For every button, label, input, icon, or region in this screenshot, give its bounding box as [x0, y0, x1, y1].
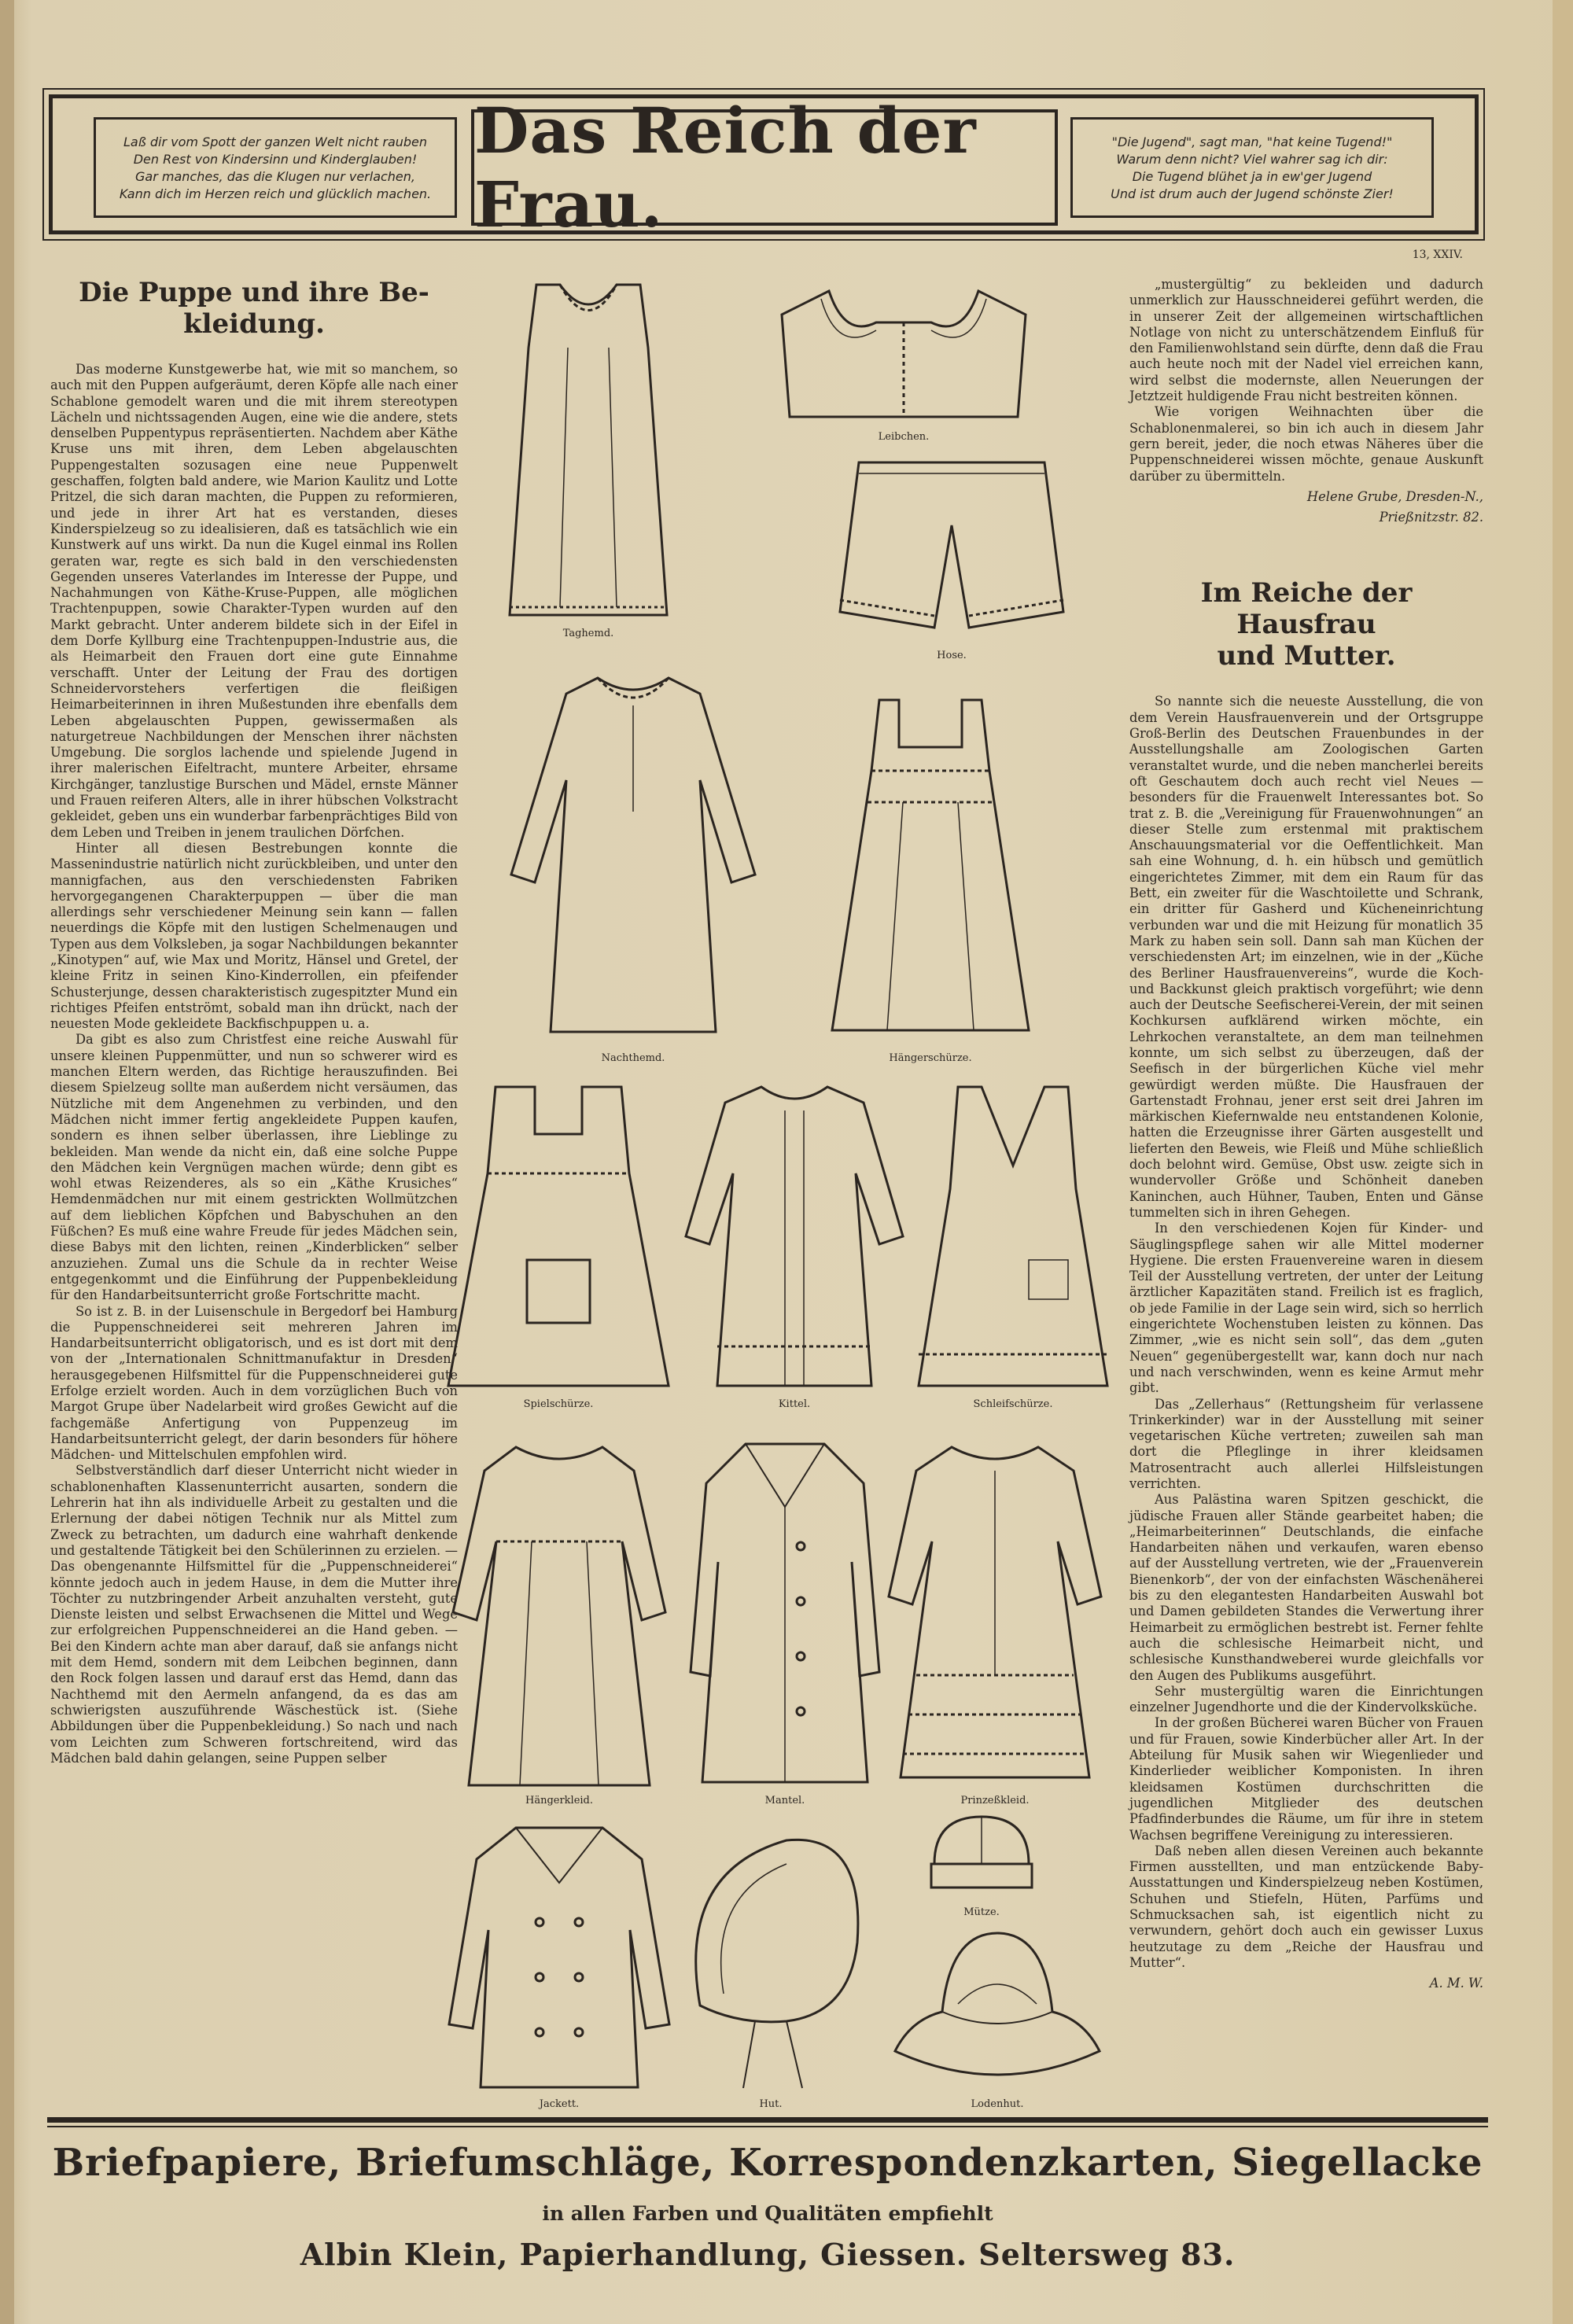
article-doll-clothing: [50, 277, 458, 1766]
caption: Hose.: [937, 650, 967, 661]
caption: Hut.: [759, 2098, 783, 2110]
caption: Hängerkleid.: [525, 1795, 594, 1807]
motto-line: Kann dich im Herzen reich und glücklich machen.: [119, 186, 432, 201]
masthead: [49, 94, 1479, 241]
caption: Spielschürze.: [523, 1398, 594, 1410]
headline-line: Im Reiche der Hausfrau: [1200, 577, 1413, 641]
author-signature: Helene Grube, Dresden-N.,: [1306, 488, 1483, 504]
page-right-edge: [1553, 0, 1573, 2324]
illustration-princess-dress: [881, 1439, 1109, 1785]
article-paragraph: In den verschiedenen Kojen für Kinder- und Säuglingspflege sahen wir alle Mittel moderner Hygiene. Die ersten Frauenvereine waren in diesem Teil der Ausstellung vertreten, der unter der Leitung ärztlicher Kapazitäten stand. Freilich ist es fraglich, ob jede Familie in der Lage sein wird, sich so herrlich eingerichtete Wochenstuben leisten zu können. Das Zimmer, „wie es nicht sein soll“, das dem „guten Neuen“ gegenübergestellt war, kann doch nur nach und nach verschwinden, wenn es keine Armut mehr gibt.: [1129, 1221, 1483, 1396]
illustration-jacket: [445, 1820, 673, 2095]
ad-address: Albin Klein, Papierhandlung, Giessen. Seltersweg 83.: [300, 2237, 1236, 2272]
motto-line: "Die Jugend", sagt man, "hat keine Tugend!": [1111, 134, 1393, 149]
ad-headline: Briefpapiere, Briefumschläge, Korrespondenzkarten, Siegellacke: [52, 2141, 1483, 2185]
motto-line: Warum denn nicht? Viel wahrer sag ich dir:: [1116, 152, 1388, 167]
illustration-nightshirt: [503, 670, 763, 1040]
article-paragraph: Aus Palästina waren Spitzen geschickt, die jüdische Frauen aller Stände gearbeitet haben; die „Heimarbeiterinnen“ Deutschlands, die einfache Handarbeiten nähen und verkaufen, waren ebenso auf der Ausstellung vertreten, wie der „Frauenverein Bienenkorb“, der von der einfachsten Wäschenäherei bis zu den elegantesten Handarbeiten Auswahl bot und Damen gebildeten Standes die Verwertung ihrer Heimarbeit zu ermöglichen bestrebt ist. Ferner fehlte auch die schlesische Heimarbeit nicht, und schlesische Kunsthandweberei wurde gleichfalls vor den Augen des Publikums ausgeführt.: [1129, 1492, 1483, 1683]
ad-rule-top-thin: [47, 2126, 1488, 2127]
article-paragraph: Das moderne Kunstgewerbe hat, wie mit so manchem, so auch mit den Puppen aufgeräumt, deren Köpfe alle nach einer Schablone gemodelt waren und die mit ihrem stereotypen Lächeln und nichtssagenden Augen, eine wie die andere, stets denselben Puppentypus repräsentierten. Nachdem aber Käthe Kruse uns mit ihren, dem Leben abgelauschten Puppengestalten sozusagen eine neue Puppenwelt geschaffen, folgten bald andere, wie Marion Kaulitz und Lotte Pritzel, die sich daran machten, die Puppen zu reformieren, und jede in ihrer Art hat es verstanden, dieses Kinderspielzeug so zu idealisieren, daß es tatsächlich wie ein Kunstwerk auf uns wirkt. Da nun die Kugel einmal ins Rollen geraten war, regte es sich bald in den verschiedensten Gegenden unseres Vaterlandes im Interesse der Puppe, und Nachahmungen von Käthe-Kruse-Puppen, alle möglichen Trachtenpuppen, sowie Charakter-Typen wurden auf den Markt gebracht. Unter anderem bildete sich in der Eifel in dem Dorfe Kyllburg eine Trachtenpuppen-Industrie aus, die als Heimarbeit den Frauen dort eine gute Einnahme verschafft. Unter der Leitung der Frau des dortigen Schneidervorstehers verfertigen die fleißigen Heimarbeiterinnen in ihren Mußestunden ihre ebenfalls dem Leben abgelauschten Puppen, gewissermaßen als naturgetreue Nachbildungen der Menschen ihrer nächsten Umgebung. Die sorglos lachende und spielende Jugend in ihrer malerischen Eifeltracht, muntere Arbeiter, ehrsame Kirchgänger, tanzlustige Burschen und Mädel, ernste Männer und Frauen reiferen Alters, alle in ihrer hübschen Volkstracht gekleidet, geben uns ein wunderbar farbenprächtiges Bild von dem Leben und Treiben in jenem traulichen Dörfchen.: [50, 362, 458, 840]
caption: Mütze.: [963, 1906, 1000, 1918]
illustration-pants: [835, 455, 1068, 643]
illustration-loden-hat: [887, 1917, 1107, 2094]
right-column: [1129, 277, 1483, 1992]
headline-line: Die Puppe und ihre Be-: [79, 277, 429, 308]
article-paragraph: Wie vorigen Weihnachten über die Schablonenmalerei, so bin ich auch in diesem Jahr gern bereit, jeder, die noch etwas Näheres über die Puppenschneiderei wissen möchte, genaue Auskunft darüber zu übermitteln.: [1129, 404, 1483, 484]
article-paragraph: In der großen Bücherei waren Bücher von Frauen und für Frauen, sowie Kinderbücher aller Art. In der Abteilung für Musik sahen wir Wiegenlieder und Kinderlieder weiblicher Komponisten. In ihren kleidsamen Kostümen durchschritten die jugendlichen Mitglieder des deutschen Pfadfinderbundes die Räume, um für ihre in stetem Wachsen begriffene Vereinigung zu interessieren.: [1129, 1715, 1483, 1843]
article-paragraph: Das „Zellerhaus“ (Rettungsheim für verlassene Trinkerkinder) war in der Ausstellung mit seiner vegetarischen Küche vertreten; zuweilen sah man dort die Pfleglinge in ihrer kleidsamen Matrosentracht auch allerlei Hilfsleistungen verrichten.: [1129, 1396, 1483, 1491]
article-paragraph: Selbstverständlich darf dieser Unterricht nicht wieder in schablonenhaften Klassenunterricht ausarten, sondern die Lehrerin hat ihn als individuelle Arbeit zu gestalten und die Erlernung der dabei nötigen Technik nur als Mittel zum Zweck zu betrachten, um dadurch eine wahrhaft denkende und gestaltende Tätigkeit bei den Schülerinnen zu erzielen. — Das obengenannte Hilfsmittel für die „Puppenschneiderei“ könnte jedoch auch in jedem Hause, in dem die Mutter ihre Töchter zu nutzbringender Arbeit anzuhalten versteht, gute Dienste leisten und selbst Erwachsenen die Mittel und Wege zur erfolgreichen Puppenschneiderei an die Hand geben. — Bei den Kindern achte man aber darauf, daß sie anfangs nicht mit dem Hemd, sondern mit dem Leibchen beginnen, dann den Rock folgen lassen und darauf erst das Hemd, dann das Nachthemd mit den Aermeln anfangend, da es das am schwierigsten auszuführende Wäschestück ist. (Siehe Abbildungen über die Puppenbekleidung.) So nach und nach vom Leichten zum Schweren fortschreitend, wird das Mädchen bald dahin gelangen, seine Puppen selber: [50, 1463, 458, 1766]
illustration-day-shirt: [481, 277, 695, 623]
caption: Taghemd.: [562, 628, 614, 639]
headline-line: kleidung.: [183, 308, 325, 340]
article-headline: [1129, 577, 1483, 672]
illustration-coat: [683, 1436, 887, 1790]
article-paragraph: „mustergültig“ zu bekleiden und dadurch unmerklich zur Hausschneiderei geführt werden, die in unserer Zeit der allgemeinen wirtschaftlichen Notlage von nicht zu unterschätzendem Einfluß für den Familienwohlstand sein dürfte, denn daß die Frau auch heute noch mit der Nadel viel erreichen kann, wird selbst die modernste, allen Neuerungen der Jetztzeit huldigende Frau nicht bestreiten können.: [1129, 277, 1483, 404]
caption: Schleifschürze.: [973, 1398, 1053, 1410]
ad-subline: in allen Farben und Qualitäten empfiehlt: [542, 2202, 993, 2225]
issue-number: 13, XXIV.: [1412, 249, 1463, 261]
caption: Leibchen.: [878, 431, 930, 443]
section-title: Das Reich der Frau.: [471, 109, 1058, 226]
illustration-pinafore: [824, 684, 1037, 1038]
ad-rule-top: [47, 2117, 1488, 2123]
caption: Mantel.: [764, 1795, 805, 1807]
illustration-cap: [920, 1809, 1043, 1903]
illustration-hanging-dress: [445, 1439, 673, 1793]
motto-line: Die Tugend blühet ja in ew'ger Jugend: [1132, 169, 1372, 184]
article-paragraph: Daß neben allen diesen Vereinen auch bekannte Firmen ausstellten, und man entzückende Baby-Ausstattungen und Kinderspielzeug neben Kostümen, Schuhen und Stiefeln, Hüten, Parfüms und Schmucksachen sah, ist eigentlich nicht zu verwundern, gehört doch auch ein gewisser Luxus heutzutage zu dem „Reiche der Hausfrau und Mutter“.: [1129, 1843, 1483, 1970]
caption: Hängerschürze.: [889, 1052, 972, 1064]
page-left-edge: [0, 0, 14, 2324]
motto-line: Den Rest von Kindersinn und Kinderglauben!: [133, 152, 418, 167]
illustration-bow-apron: [911, 1079, 1115, 1394]
masthead-motto-left: [94, 117, 457, 218]
article-paragraph: So ist z. B. in der Luisenschule in Bergedorf bei Hamburg die Puppenschneiderei seit mehreren Jahren im Handarbeitsunterricht obligatorisch, und es ist dort mit dem von der „Internationalen Schnittmanufaktur in Dresden“ herausgegebenen Hilfsmittel für die Puppenschneiderei gute Erfolge erzielt worden. Auch in dem vorzüglichen Buch von Margot Grupe über Nadelarbeit wird großes Gewicht auf die fachgemäße Anfertigung von Puppenzeug im Handarbeitsunterricht gelegt, der darin besonders für höhere Mädchen- und Mittelschulen empfohlen wird.: [50, 1303, 458, 1463]
author-signature: A. M. W.: [1429, 1976, 1483, 1991]
motto-line: Gar manches, das die Klugen nur verlachen,: [135, 169, 415, 184]
headline-line: und Mutter.: [1217, 640, 1396, 672]
illustration-smock: [683, 1079, 906, 1394]
motto-line: Laß dir vom Spott der ganzen Welt nicht rauben: [123, 134, 428, 149]
illustration-bonnet: [669, 1825, 873, 2096]
article-paragraph: Da gibt es also zum Christfest eine reiche Auswahl für unsere kleinen Puppenmütter, und nun so schwerer wird es manchen Eltern werden, das Richtige herauszufinden. Bei diesem Spielzeug sollte man außerdem nicht versäumen, das Nützliche mit dem Angenehmen zu verbinden, und den Mädchen nicht immer fertig angekleidete Puppen kaufen, sondern es ihnen selber überlassen, ihre Lieblinge zu bekleiden. Man wende da nicht ein, daß eine solche Puppe den Mädchen kein Vergnügen machen würde; denn gibt es wohl etwas Reizenderes, als so ein „Käthe Krusiches“ Hemdenmädchen nur mit einem gestrickten Wollmützchen auf dem lieblichen Köpfchen und Babyschuhen an den Füßchen? Es muß eine wahre Freude für jedes Mädchen sein, diese Babys mit den lichten, reinen „Kinderblicken“ selber anzuziehen. Zumal uns die Schule da in rechter Weise entgegenkommt und die Einführung der Puppenbekleidung für den Handarbeitsunterricht große Fortschritte macht.: [50, 1032, 458, 1303]
caption: Jackett.: [539, 2098, 580, 2110]
article-headline: [50, 277, 458, 340]
caption: Kittel.: [778, 1398, 811, 1410]
caption: Nachthemd.: [601, 1052, 665, 1064]
article-paragraph: Sehr mustergültig waren die Einrichtungen einzelner Jugendhorte und die der Kindervolksküche.: [1129, 1683, 1483, 1715]
illustration-bodice: [774, 283, 1033, 425]
author-address: Prießnitzstr. 82.: [1379, 510, 1483, 525]
caption: Prinzeßkleid.: [960, 1795, 1030, 1807]
motto-line: Und ist drum auch der Jugend schönste Zier!: [1111, 186, 1394, 201]
caption: Lodenhut.: [971, 2098, 1024, 2110]
article-paragraph: So nannte sich die neueste Ausstellung, die von dem Verein Hausfrauenverein und der Ortsgruppe Groß-Berlin des Deutschen Frauenbundes in der Ausstellungshalle am Zoologischen Garten veranstaltet wurde, und die neben mancherlei bereits oft Geschautem doch auch recht viel Neues — besonders für die Frauenwelt Interessantes bot. So trat z. B. die „Vereinigung für Frauenwohnungen“ an dieser Stelle zum erstenmal mit praktischem Anschauungsmaterial vor die Oeffentlichkeit. Man sah eine Wohnung, d. h. ein hübsch und gemütlich eingerichtetes Zimmer, mit dem ein Raum für das Bett, ein zweiter für die Waschtoilette und Schrank, ein dritter für Gasherd und Kücheneinrichtung verbunden war und die mit Heizung für monatlich 35 Mark zu haben sein soll. Dann sah man Küchen der verschiedensten Art; im einzelnen, wie in der „Küche des Berliner Hausfrauenvereins“, wurde die Koch- und Backkunst gleich praktisch vorgeführt; wie denn auch der Deutsche Seefischerei-Verein, der mit seinen Kochkursen aufklärend wirken möchte, ein Lehrkochen veranstaltete, an dem man teilnehmen konnte, um sich selbst zu überzeugen, daß der Seefisch in der bürgerlichen Küche viel mehr gewürdigt werden müßte. Die Hausfrauen der Gartenstadt Frohnau, jener erst seit drei Jahren im märkischen Kiefernwalde neu entstandenen Kolonie, hatten die Erzeugnisse ihrer Gärten ausgestellt und lieferten den Beweis, wie Fleiß und Mühe schließlich doch belohnt wird. Gemüse, Obst usw. zeigte sich in wundervoller Größe und Schönheit daneben Kaninchen, auch Hühner, Tauben, Enten und Gänse tummelten sich in ihren Gehegen.: [1129, 694, 1483, 1220]
masthead-motto-right: [1070, 117, 1434, 218]
article-paragraph: Hinter all diesen Bestrebungen konnte die Massenindustrie natürlich nicht zurückbleiben, und unter den mannigfachen, aus den verschiedensten Fabriken hervorgegangenen Charakterpuppen — über die man allerdings sehr verschiedener Meinung sein kann — fallen neuerdings die Köpfe mit den lustigen Schelmenaugen und Typen aus dem Volksleben, ja sogar Nachbildungen bekannter „Kinotypen“ auf, wie Max und Moritz, Hänsel und Gretel, der kleine Fritz in seinen Kino-Kinderrollen, ein pfeifender Schusterjunge, dessen charakteristisch zugespitzter Mund ein richtiges Pfeifen entströmt, sobald man ihn drückt, nach der neuesten Mode gekleidete Backfischpuppen u. a.: [50, 840, 458, 1032]
illustration-play-apron: [440, 1079, 676, 1394]
